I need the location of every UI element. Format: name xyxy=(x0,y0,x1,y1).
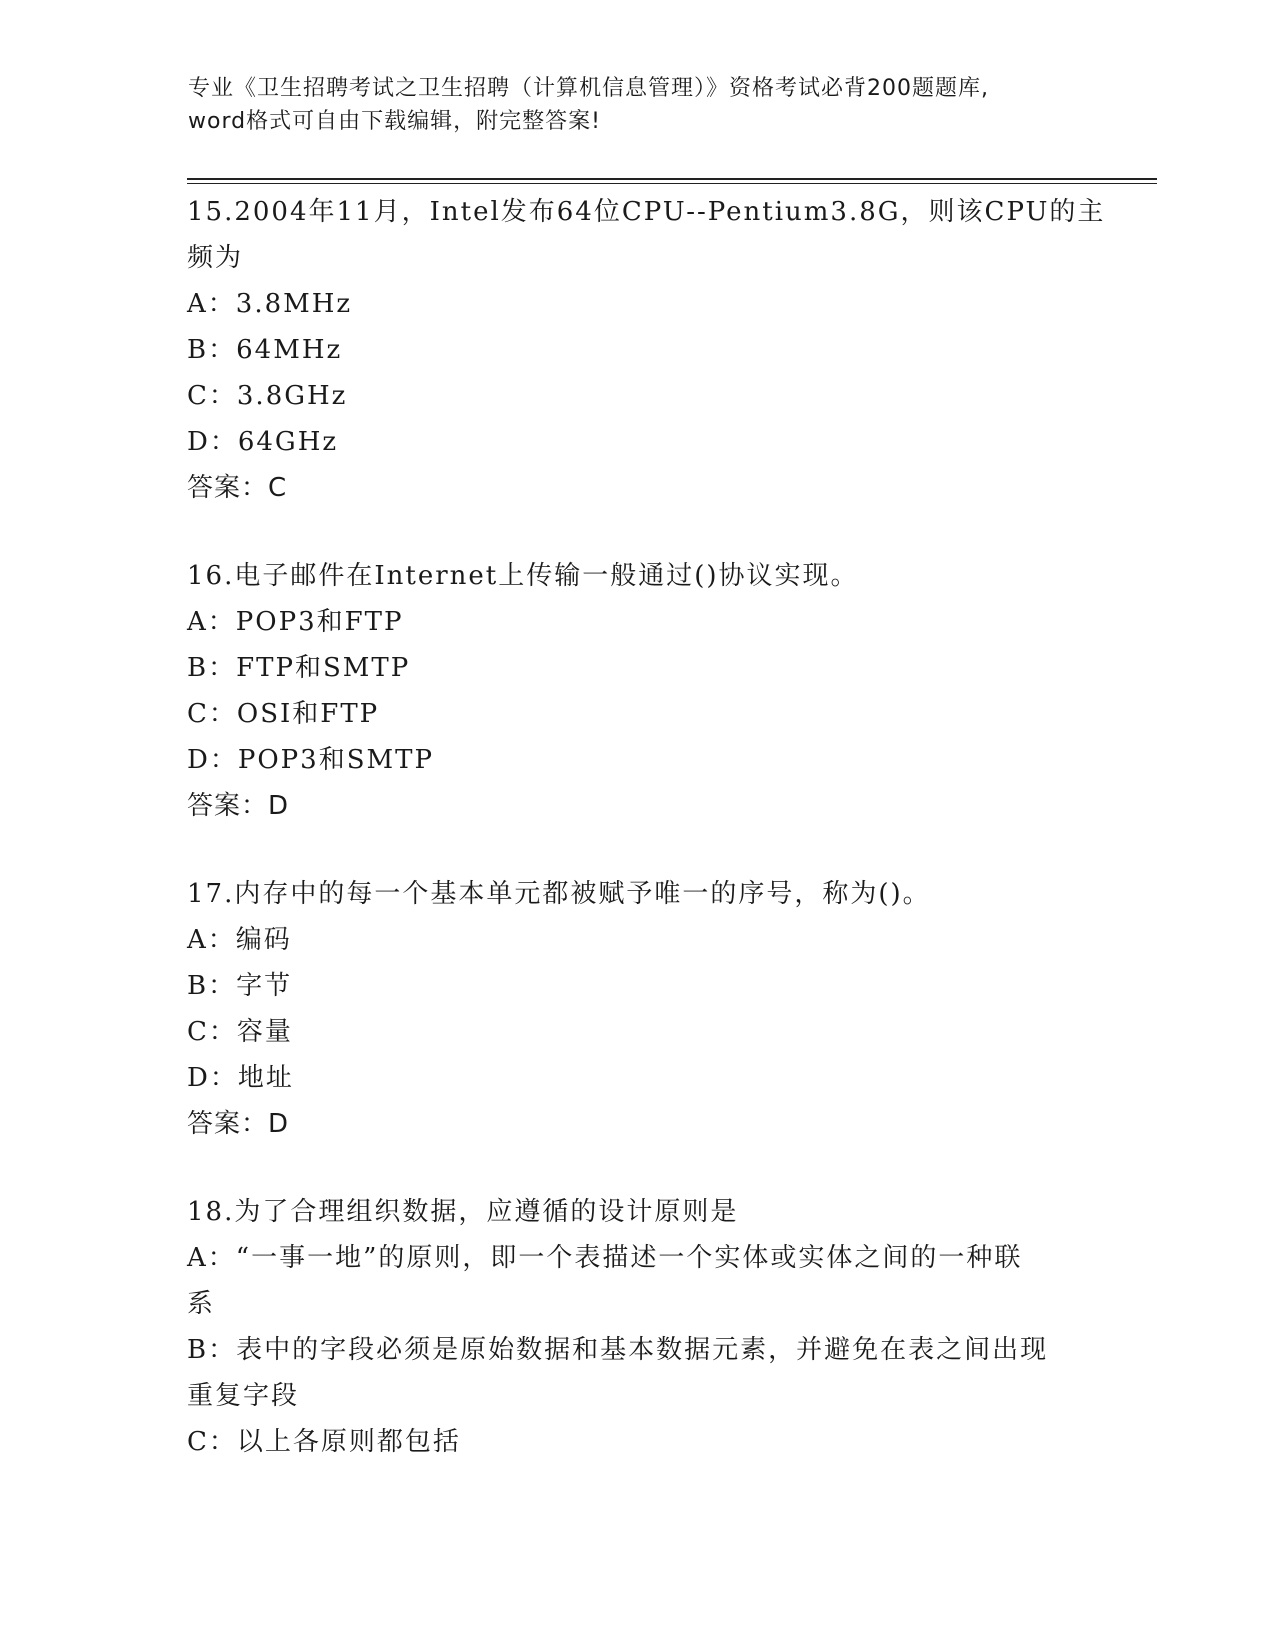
header-line-1: 专业《卫生招聘考试之卫生招聘（计算机信息管理）》资格考试必背200题题库, xyxy=(188,76,989,101)
question-stem: 15.2004年11月，Intel发布64位CPU--Pentium3.8G，则该CPU的主 xyxy=(187,197,1106,227)
option-c: C：3.8GHz xyxy=(187,381,348,411)
option-b: B：表中的字段必须是原始数据和基本数据元素，并避免在表之间出现 xyxy=(187,1335,1049,1365)
document-header xyxy=(188,72,1088,138)
question-15 xyxy=(187,189,1106,511)
answer-line: 答案：D xyxy=(187,791,290,821)
question-stem: 18.为了合理组织数据，应遵循的设计原则是 xyxy=(187,1197,739,1227)
option-d: D：64GHz xyxy=(187,427,339,457)
option-b-continued: 重复字段 xyxy=(187,1381,300,1411)
question-stem-continued: 频为 xyxy=(187,243,244,273)
header-line-2: word格式可自由下载编辑，附完整答案! xyxy=(188,109,601,134)
question-16 xyxy=(187,553,1087,829)
option-b: B：FTP和SMTP xyxy=(187,653,411,683)
question-18 xyxy=(187,1189,1087,1465)
option-a-continued: 系 xyxy=(187,1289,216,1319)
option-b: B：64MHz xyxy=(187,335,343,365)
header-divider-thick xyxy=(187,178,1157,180)
option-a: A：POP3和FTP xyxy=(187,607,404,637)
option-b: B：字节 xyxy=(187,971,293,1001)
question-stem: 16.电子邮件在Internet上传输一般通过()协议实现。 xyxy=(187,561,859,591)
option-c: C：OSI和FTP xyxy=(187,699,380,729)
question-stem: 17.内存中的每一个基本单元都被赋予唯一的序号，称为()。 xyxy=(187,879,931,909)
question-17 xyxy=(187,871,1087,1147)
header-divider-thin xyxy=(187,183,1157,184)
answer-line: 答案：C xyxy=(187,473,288,503)
option-c: C：以上各原则都包括 xyxy=(187,1427,461,1457)
option-c: C：容量 xyxy=(187,1017,293,1047)
option-a: A：“一事一地”的原则，即一个表描述一个实体或实体之间的一种联 xyxy=(187,1243,1023,1273)
question-list xyxy=(187,189,1106,1507)
answer-line: 答案：D xyxy=(187,1109,290,1139)
option-a: A：编码 xyxy=(187,925,292,955)
option-a: A：3.8MHz xyxy=(187,289,353,319)
option-d: D：POP3和SMTP xyxy=(187,745,434,775)
option-d: D：地址 xyxy=(187,1063,294,1093)
